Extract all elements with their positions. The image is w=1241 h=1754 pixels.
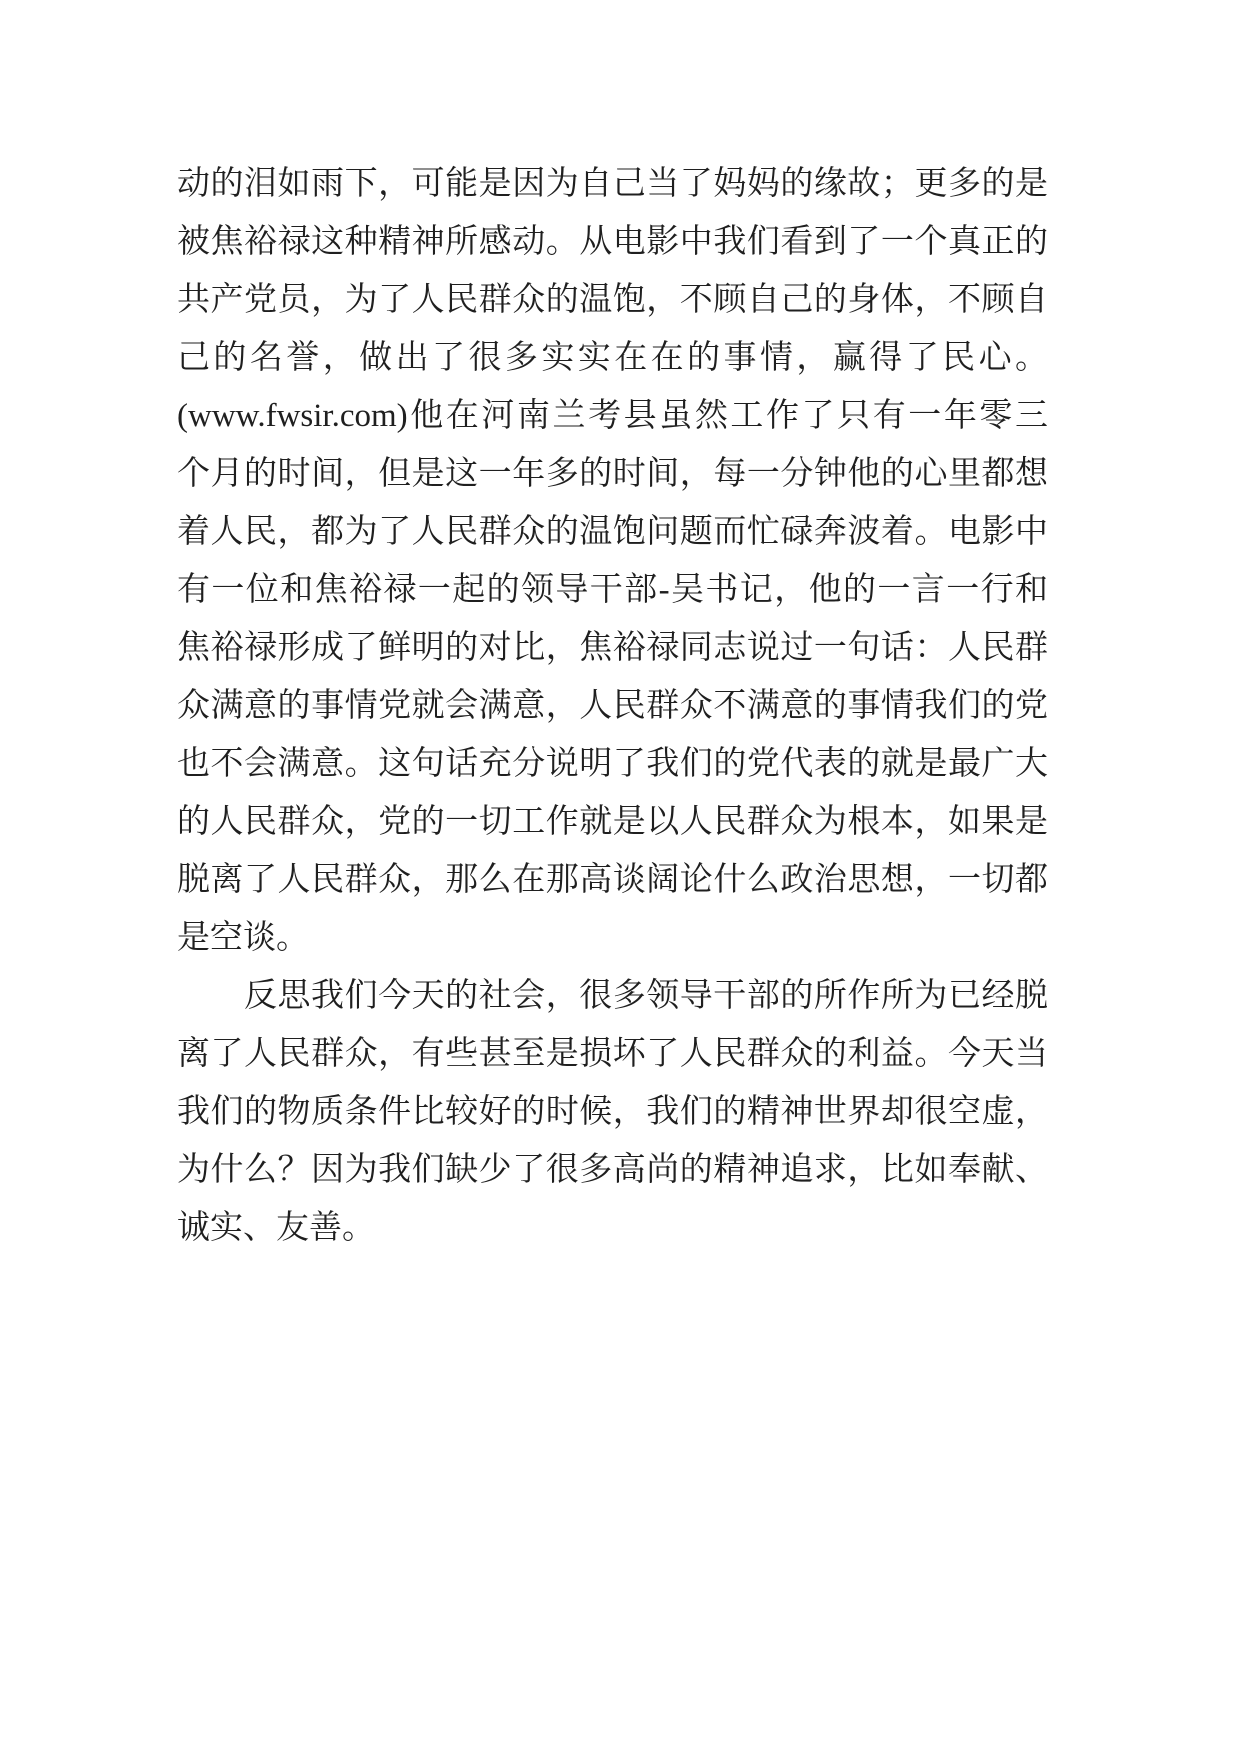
text-line: 动的泪如雨下，可能是因为自己当了妈妈的缘故；更多的是 xyxy=(177,166,1048,202)
text-line: 个月的时间，但是这一年多的时间，每一分钟他的心里都想 xyxy=(177,456,1048,492)
text-line: 脱离了人民群众，那么在那高谈阔论什么政治思想，一切都 xyxy=(177,862,1048,898)
text-line: 的人民群众，党的一切工作就是以人民群众为根本，如果是 xyxy=(177,804,1048,840)
text-line-paragraph-end: 是空谈。 xyxy=(177,920,309,956)
text-line: 有一位和焦裕禄一起的领导干部-吴书记，他的一言一行和 xyxy=(177,572,1048,608)
text-line: 焦裕禄形成了鲜明的对比，焦裕禄同志说过一句话：人民群 xyxy=(177,630,1048,666)
text-line: 我们的物质条件比较好的时候，我们的精神世界却很空虚， xyxy=(177,1094,1048,1130)
text-line: 着人民，都为了人民群众的温饱问题而忙碌奔波着。电影中 xyxy=(177,514,1048,550)
text-line-paragraph-end: 诚实、友善。 xyxy=(177,1210,375,1246)
text-line: 离了人民群众，有些甚至是损坏了人民群众的利益。今天当 xyxy=(177,1036,1048,1072)
text-line: (www.fwsir.com)他在河南兰考县虽然工作了只有一年零三 xyxy=(177,398,1048,434)
text-line: 共产党员，为了人民群众的温饱，不顾自己的身体，不顾自 xyxy=(177,282,1048,318)
paragraph-2 xyxy=(177,967,1048,1257)
text-line: 也不会满意。这句话充分说明了我们的党代表的就是最广大 xyxy=(177,746,1048,782)
body-text xyxy=(177,155,1048,1257)
text-line: 众满意的事情党就会满意，人民群众不满意的事情我们的党 xyxy=(177,688,1048,724)
text-line: 为什么？因为我们缺少了很多高尚的精神追求，比如奉献、 xyxy=(177,1152,1048,1188)
paragraph-1 xyxy=(177,155,1048,967)
text-line: 被焦裕禄这种精神所感动。从电影中我们看到了一个真正的 xyxy=(177,224,1048,260)
text-line: 己的名誉，做出了很多实实在在的事情，赢得了民心。 xyxy=(177,340,1048,376)
text-line-paragraph-start: 反思我们今天的社会，很多领导干部的所作所为已经脱 xyxy=(244,978,1048,1014)
